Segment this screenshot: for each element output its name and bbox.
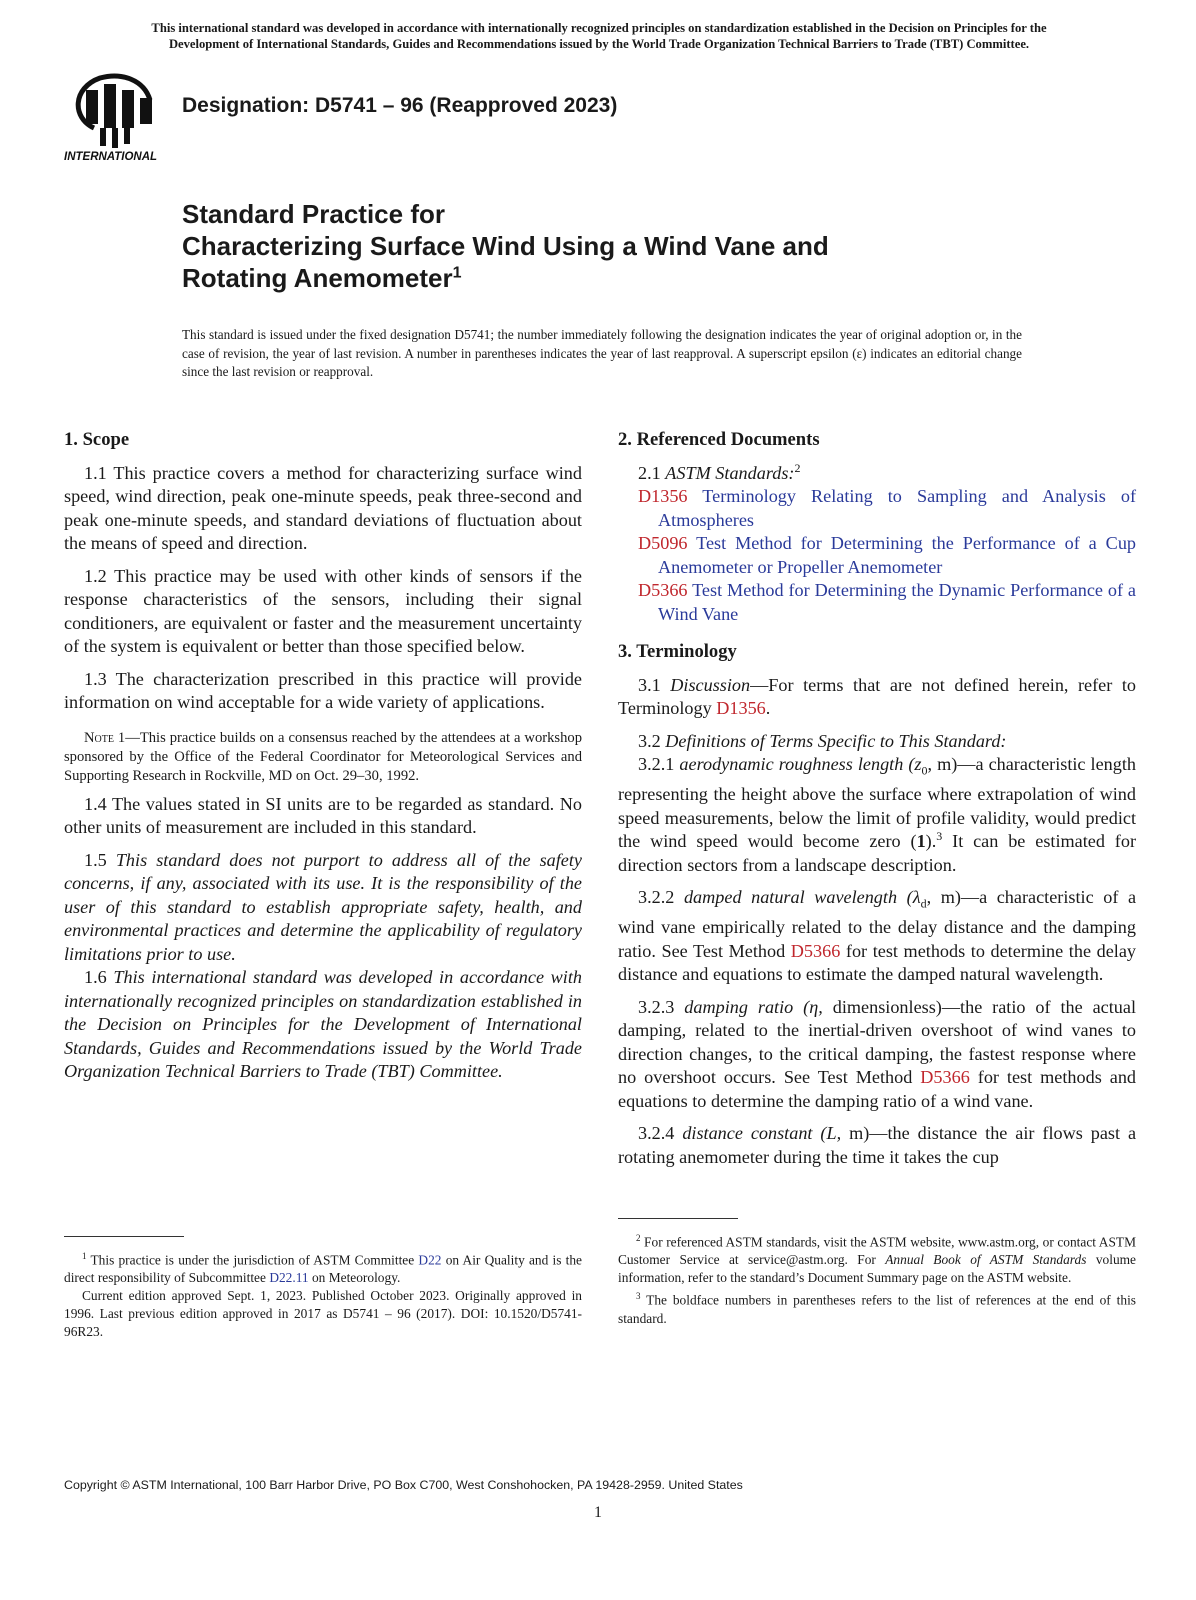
para-1-6: [64, 966, 582, 1084]
note-1-text: —This practice builds on a consensus reached by the attendees at a workshop sponsored by the Office of the Federal Coordinator for Meteorological Services and Supporting Research in Rockville, MD on Oct. 29–30, 1992.: [64, 729, 582, 784]
para-1-1: 1.1 This practice covers a method for characterizing surface wind speed, wind direction, peak one-minute speeds, peak three-second and peak one-minute speeds, and standard deviations of fluctuation about the means of speed and direction.: [64, 462, 582, 553]
footnote-rule: [64, 1236, 184, 1237]
footnote-rule: [618, 1218, 738, 1219]
footnote-3-mark: 3: [636, 1291, 641, 1302]
para-3-2-3: [618, 996, 1136, 1114]
para-3-2-3-term: damping ratio: [684, 996, 794, 1017]
footnote-2-text-a: For referenced ASTM standards, visit the ASTM website, www.astm.org, or contact ASTM Customer Service at service@astm.org. For: [618, 1234, 1136, 1268]
para-1-2: 1.2 This practice may be used with other kinds of sensors if the response characteristics of the sensors, including their signal conditioners, are equivalent or faster and the measurement uncertainty of the system is equivalent or better than those specified below.: [64, 565, 582, 656]
top-notice: [64, 20, 1134, 52]
footnote-1-mark: 1: [82, 1251, 87, 1261]
footnote-2-book-title: Annual Book of ASTM Standards: [885, 1252, 1087, 1268]
para-1-4: 1.4 The values stated in SI units are to be regarded as standard. No other units of measurement are included in this standard.: [64, 793, 582, 837]
para-1-5-num: 1.5: [84, 849, 107, 870]
para-2-1-num: 2.1: [638, 462, 661, 483]
para-3-2-1-citation: 1: [916, 831, 926, 852]
footnote-1: [64, 1247, 582, 1287]
scope-heading: 1. Scope: [64, 429, 130, 450]
para-3-2-1-tail: It can be estimated for direction sectors from a landscape description.: [618, 831, 1137, 875]
para-3-2-2-text1: —a characteristic of a wind vane empirically related to the delay distance and the damping ratio. See Test Method: [618, 887, 1137, 961]
ref-code[interactable]: D5096: [638, 533, 688, 553]
para-3-2-1-text: —a characteristic length representing the height above the surface where extrapolation of wind speed measurements, below the limit of profile validity, would predict the wind speed would become zero (: [618, 754, 1136, 852]
para-3-2-4-text: —the distance the air flows past a rotating anemometer during the time it takes the cup: [618, 1123, 1137, 1167]
para-3-1-num: 3.1: [638, 674, 661, 695]
left-column: [64, 428, 582, 1093]
para-3-2-num: 3.2: [638, 730, 661, 751]
para-3-2-2: [618, 886, 1136, 987]
footnote-2-text-b: volume information, refer to the standard’s Document Summary page on the ASTM website.: [618, 1252, 1136, 1286]
para-1-6-num: 1.6: [84, 967, 107, 987]
ref-title[interactable]: Test Method for Determining the Dynamic Performance of a Wind Vane: [658, 580, 1137, 624]
footnote-3: [618, 1287, 1136, 1327]
para-3-2-3-text1: —the ratio of the actual damping, related to the inertial-driven overshoot of wind vanes to direction changes, to the critical damping, the fastest response where no overshoot occurs. See Test Method: [618, 996, 1137, 1088]
footnote-1-text-a: This practice is under the jurisdiction of ASTM Committee: [90, 1252, 415, 1268]
ref-title[interactable]: Test Method for Determining the Performance of a Cup Anemometer or Propeller Anemometer: [658, 533, 1137, 577]
para-3-2-3-text2: for test methods and equations to determine the damping ratio of a wind vane.: [618, 1067, 1137, 1111]
para-3-2-1: 3.2.1 aerodynamic roughness length ($z_0$, m)—a characteristic length representing the height above the surface where extrapolation of wind speed measurements, below the limit of profile validity, would predict the wind speed would become zero (1).$^3$ It can be estimated for direction sectors from a landscape description.: [618, 754, 1137, 875]
issuance-statement: This standard is issued under the fixed designation D5741; the number immediately following the designation indicates the year of original adoption or, in the case of revision, the year of last revision. A number in parentheses indicates the year of last reapproval. A superscript epsilon (ε) indicates an editorial change since the last revision or reapproval.: [182, 327, 1022, 379]
para-1-3: 1.3 The characterization prescribed in this practice will provide information on wind acceptable for a wide variety of applications.: [64, 668, 582, 712]
para-3-2-1-term: aerodynamic roughness length: [679, 754, 904, 774]
top-notice-line1: This international standard was developed in accordance with internationally recognized principles on standardization established in the Decision on Principles for the: [151, 21, 1047, 35]
para-3-2-2-ref-link[interactable]: D5366: [790, 940, 841, 961]
page-title: [182, 198, 1082, 294]
page-number: 1: [594, 1504, 602, 1521]
left-footnotes: [64, 1236, 582, 1341]
para-3-2-3-symbol: (η,: [803, 996, 823, 1017]
para-3-2-1-symbol: (z: [908, 754, 922, 774]
astm-logo-icon: [64, 70, 168, 166]
title-line1: Standard Practice for: [182, 199, 445, 229]
para-3-2-2-subscript: d: [920, 896, 927, 911]
para-3-2: [618, 730, 1136, 754]
referenced-doc-d1356[interactable]: [618, 485, 1136, 532]
logo-text: INTERNATIONAL: [64, 151, 158, 163]
footnote-1-text-b: on Air Quality and is the direct responsibility of Subcommittee: [64, 1252, 583, 1286]
note-1: [64, 729, 582, 786]
para-3-2-2-symbol: (λ: [906, 887, 921, 908]
para-3-2-4-symbol: (L,: [820, 1123, 842, 1144]
title-line2: Characterizing Surface Wind Using a Wind Vane and: [182, 231, 829, 261]
para-2-1-footnote-mark: 2: [794, 460, 801, 475]
para-2-1-label: ASTM Standards:: [665, 462, 795, 483]
para-3-2-4-unit: m): [849, 1123, 870, 1144]
footnote-1-edition: Current edition approved Sept. 1, 2023. Published October 2023. Originally approved in 1996. Last previous edition approved in 2017 as D5741 – 96 (2017). DOI: 10.1520/D5741-96R23.: [64, 1288, 582, 1340]
para-3-2-2-term: damped natural wavelength: [683, 887, 898, 908]
title-footnote-mark: 1: [452, 264, 462, 282]
para-1-6-text: This international standard was developed in accordance with internationally recognized principles on standardization established in the Decision on Principles for the Development of International Standards, Guides and Recommendations issued by the World Trade Organization Technical Barriers to Trade (TBT) Committee.: [64, 967, 583, 1081]
para-3-2-2-num: 3.2.2: [638, 887, 675, 908]
copyright-notice: Copyright © ASTM International, 100 Barr Harbor Drive, PO Box C700, West Conshohocken, PA 19428-2959. United States: [64, 1478, 743, 1492]
para-3-2-1-subscript: 0: [921, 763, 928, 778]
top-notice-line2: Development of International Standards, Guides and Recommendations issued by the World Trade Organization Technical Barriers to Trade (TBT) Committee.: [168, 37, 1030, 51]
astm-logo: [64, 70, 168, 166]
para-3-2-2-unit: , m): [926, 887, 961, 908]
para-3-1-text: —For terms that are not defined herein, refer to Terminology: [618, 674, 1137, 718]
para-3-2-4-term: distance constant: [682, 1123, 813, 1144]
para-3-2-label: Definitions of Terms Specific to This Standard:: [665, 730, 1007, 751]
para-1-5-text: This standard does not purport to address all of the safety concerns, if any, associated with its use. It is the responsibility of the user of this standard to establish appropriate safety, health, and environmental practices and determine the applicability of regulatory limitations prior to use.: [64, 849, 583, 964]
para-3-2-1-footnote-mark: 3: [936, 829, 943, 844]
right-column: [618, 428, 1136, 1178]
para-3-2-4: [618, 1122, 1136, 1169]
footnote-2-mark: 2: [636, 1233, 641, 1243]
referenced-doc-d5096[interactable]: [618, 532, 1136, 579]
para-3-2-2-text2: for test methods to determine the delay distance and equations to estimate the damped natural wavelength.: [618, 940, 1137, 985]
para-3-2-3-unit: dimensionless): [832, 996, 942, 1017]
para-2-1: [618, 462, 1136, 486]
para-3-1: 3.1 Discussion—For terms that are not defined herein, refer to Terminology D1356.: [618, 674, 1137, 718]
ref-code[interactable]: D5366: [638, 580, 688, 600]
footnote-3-text: The boldface numbers in parentheses refers to the list of references at the end of this standard.: [618, 1292, 1136, 1326]
para-3-2-1-unit: , m): [927, 754, 958, 774]
footnote-2: [618, 1229, 1136, 1287]
para-3-2-3-num: 3.2.3: [638, 996, 675, 1017]
ref-title[interactable]: Terminology Relating to Sampling and Analysis of Atmospheres: [658, 486, 1137, 530]
note-1-label: Note 1: [84, 729, 126, 746]
footnote-1-ref-d22-11[interactable]: D22.11: [269, 1270, 309, 1286]
right-footnotes: [618, 1218, 1136, 1328]
referenced-doc-d5366[interactable]: [618, 579, 1136, 626]
para-3-2-4-num: 3.2.4: [638, 1123, 675, 1144]
title-line3: Rotating Anemometer: [182, 263, 453, 293]
footnote-1-ref-d22[interactable]: D22: [418, 1252, 442, 1268]
ref-code[interactable]: D1356: [638, 486, 688, 506]
terminology-heading: 3. Terminology: [618, 641, 737, 662]
footnote-1-text-c: on Meteorology.: [311, 1270, 401, 1286]
para-3-1-term: Discussion: [670, 674, 751, 695]
para-3-1-ref-link[interactable]: D1356: [716, 698, 766, 718]
referenced-documents-heading: 2. Referenced Documents: [618, 429, 820, 450]
para-3-2-1-num: 3.2.1: [638, 754, 675, 774]
para-1-5: [64, 849, 582, 967]
designation: Designation: D5741 – 96 (Reapproved 2023): [182, 94, 618, 117]
para-3-2-3-ref-link[interactable]: D5366: [920, 1067, 970, 1088]
